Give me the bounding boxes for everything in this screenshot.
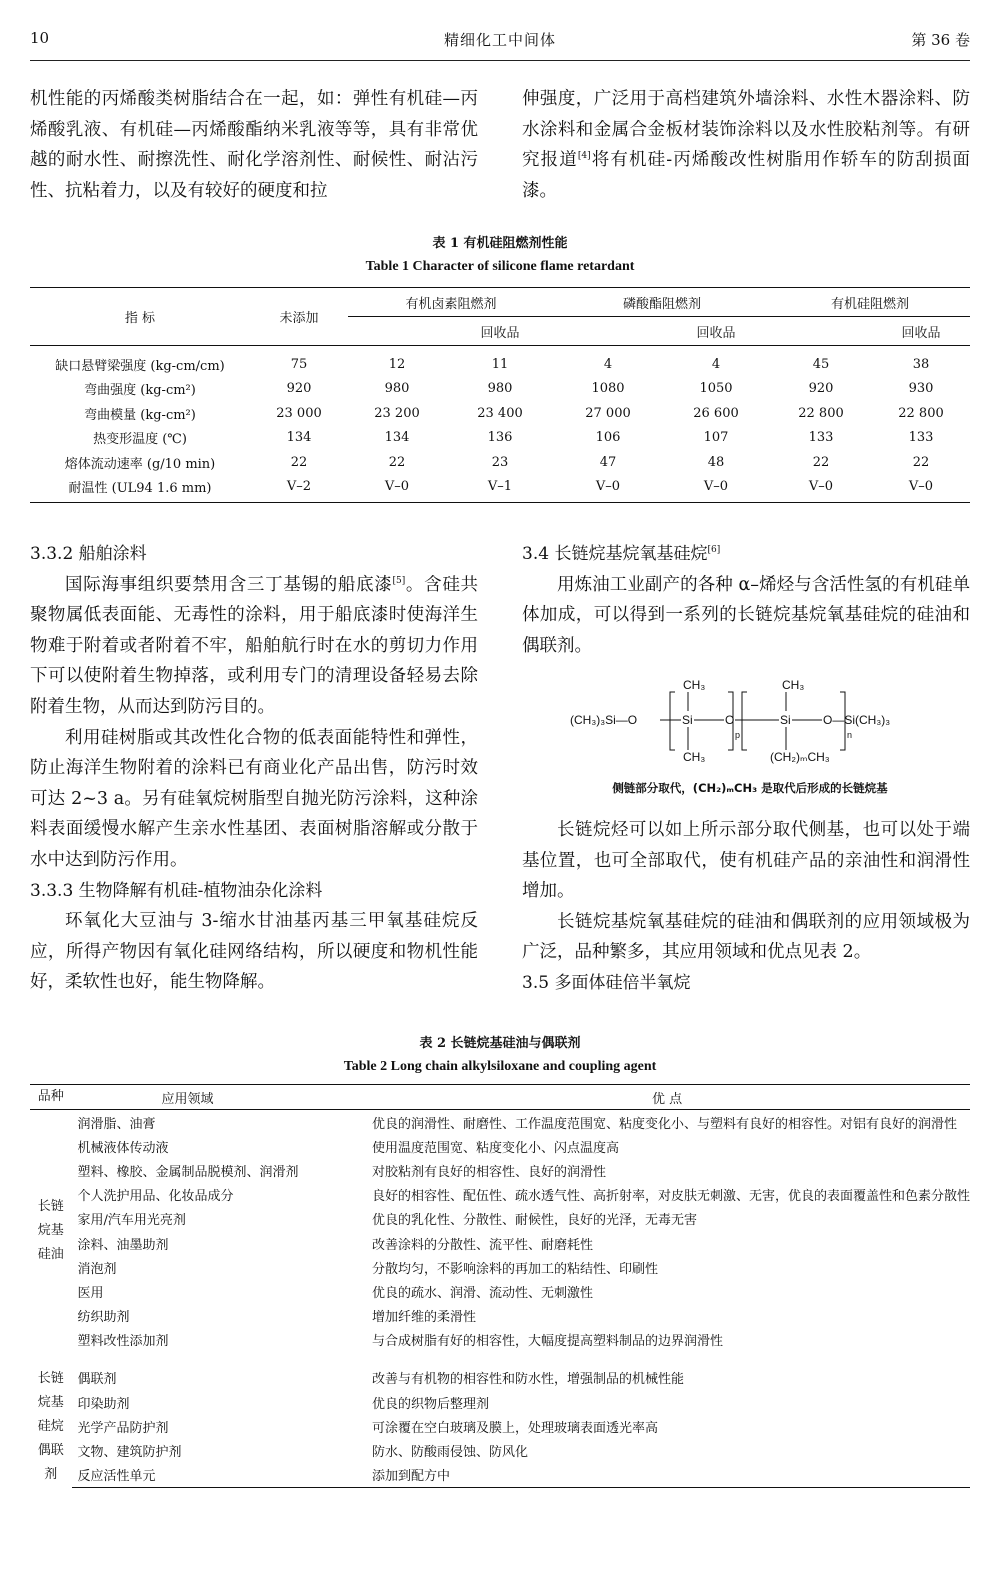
- table-cell: 23 200: [374, 405, 420, 421]
- volume-label: 第 36 卷: [911, 31, 970, 49]
- table2-use-cell: 印染助剂: [77, 1396, 130, 1412]
- table2-caption: [0, 1032, 1000, 1075]
- section-heading-3-3-2: 3.3.2 船舶涂料: [30, 544, 147, 564]
- table-cell: 4: [711, 356, 721, 372]
- table-cell: 26 600: [693, 405, 739, 421]
- formula-long-chain: (CH₂)ₘCH₃: [770, 750, 830, 764]
- table1-row-label: 热变形温度 (℃): [93, 432, 187, 448]
- table1-row-label: 缺口悬臂梁强度 (kg-cm/cm): [55, 358, 225, 374]
- table-cell: 12: [388, 356, 406, 372]
- table-cell: V–1: [446, 475, 554, 503]
- table1-subhead: 回收品: [872, 317, 970, 346]
- paragraph: 用炼油工业副产的各种 α–烯烃与含活性氢的有机硅单体加成，可以得到一系列的长链烷基烷氧基硅烷的硅油和偶联剂。: [522, 574, 970, 656]
- paragraph: 伸强度，广泛用于高档建筑外墙涂料、水性木器涂料、防水涂料和金属合金板材装饰涂料以及水性胶粘剂等。有研究报道[4]将有机硅-丙烯酸改性树脂用作轿车的防刮损面漆。: [522, 89, 970, 201]
- table2-use-cell: 医用: [77, 1285, 104, 1301]
- left-column-top: [30, 84, 478, 206]
- table2-caption-zh: 表 2 长链烷基硅油与偶联剂: [419, 1036, 581, 1051]
- table2-kind-cell: 长链烷基硅油: [37, 1198, 64, 1262]
- table-row: [30, 1231, 970, 1255]
- table2-head-adv: 优 点: [372, 1085, 970, 1110]
- right-column-body-a: [522, 539, 970, 661]
- table1-group: 有机卤素阻燃剂: [348, 288, 554, 317]
- table2-adv-cell: 优良的润滑性、耐磨性、工作温度范围宽、粘度变化小、与塑料有良好的相容性。对铝有良好的润滑性: [371, 1116, 957, 1132]
- table-cell: 107: [703, 430, 729, 446]
- table1-row-label: 耐温性 (UL94 1.6 mm): [30, 475, 250, 503]
- table2-adv-cell: 分散均匀，不影响涂料的再加工的粘结性、印刷性: [371, 1261, 658, 1277]
- table2-kind-cell: 长链烷基硅烷偶联剂: [37, 1370, 64, 1482]
- table-row: [30, 475, 970, 503]
- table-cell: 136: [487, 430, 513, 446]
- table1-row-label: 弯曲强度 (kg-cm²): [84, 383, 196, 399]
- table1-row-label: 熔体流动速率 (g/10 min): [64, 456, 216, 472]
- table-row-spacer: [30, 1352, 970, 1366]
- table-cell: 22: [388, 454, 406, 470]
- table-row: [30, 377, 970, 402]
- table2-adv-cell: 对胶粘剂有良好的相容性、良好的润滑性: [371, 1164, 606, 1180]
- table-cell: 27 000: [585, 405, 631, 421]
- table2-adv-cell: 增加纤维的柔滑性: [371, 1310, 476, 1326]
- section-heading-3-5: 3.5 多面体硅倍半氧烷: [522, 972, 691, 993]
- table2-adv-cell: 改善与有机物的相容性和防水性，增强制品的机械性能: [371, 1372, 684, 1388]
- table-row: [30, 1328, 970, 1352]
- paragraph: 机性能的丙烯酸类树脂结合在一起，如：弹性有机硅—丙烯酸乳液、有机硅—丙烯酸酯纳米乳液等等，具有非常优越的耐水性、耐擦洗性、耐化学溶剂性、耐候性、耐沾污性、抗粘着力，以及有较好的硬度和拉: [30, 89, 478, 201]
- citation: [4]: [577, 151, 591, 162]
- table-cell: 1080: [591, 381, 625, 397]
- table1-group: 有机硅阻燃剂: [770, 288, 970, 317]
- table-row: [30, 1110, 970, 1135]
- formula-left-end: (CH₃)₃Si—O: [570, 713, 638, 727]
- table-cell: 930: [908, 381, 934, 397]
- table2-adv-cell: 可涂覆在空白玻璃及膜上，处理玻璃表面透光率高: [371, 1420, 658, 1436]
- table-row: [30, 1366, 970, 1390]
- table2-use-cell: 塑料、橡胶、金属制品脱模剂、润滑剂: [77, 1164, 299, 1180]
- table-cell: 134: [384, 430, 410, 446]
- paragraph: 长链烷烃可以如上所示部分取代侧基，也可以处于端基位置，也可全部取代，使有机硅产品的亲油性和润滑性增加。: [522, 820, 970, 902]
- table-cell: V–2: [250, 475, 348, 503]
- table-cell: 45: [812, 356, 830, 372]
- citation: [6]: [707, 545, 721, 555]
- table2-adv-cell: 防水、防酸雨侵蚀、防风化: [371, 1445, 528, 1461]
- table1-head-index: 指 标: [30, 288, 250, 346]
- formula-methyl: CH₃: [782, 678, 805, 692]
- left-column-body: [30, 539, 478, 998]
- table-cell: 4: [603, 356, 613, 372]
- table-cell: 38: [912, 356, 930, 372]
- table1-head-none: 未添加: [250, 288, 348, 346]
- table1-caption: [0, 232, 1000, 275]
- formula-caption: 侧链部分取代，(CH₂)ₘCH₃ 是取代后形成的长链烷基: [612, 781, 888, 795]
- formula-si: Si: [682, 713, 693, 727]
- table-cell: V–0: [554, 475, 662, 503]
- table2-adv-cell: 改善涂料的分散性、流平性、耐磨耗性: [371, 1237, 593, 1253]
- paragraph: 长链烷基烷氧基硅烷的硅油和偶联剂的应用领域极为广泛，品种繁多，其应用领域和优点见表 2。: [522, 911, 970, 963]
- table-row: [30, 1414, 970, 1438]
- table-row: [30, 450, 970, 475]
- table-row: [30, 401, 970, 426]
- table-cell: V–0: [872, 475, 970, 503]
- table2-adv-cell: 与合成树脂有好的相容性，大幅度提高塑料制品的边界润滑性: [371, 1334, 723, 1350]
- formula-right-end: O—Si(CH₃)₃: [823, 713, 891, 727]
- table-cell: 134: [286, 430, 312, 446]
- table2-adv-cell: 使用温度范围宽、粘度变化小、闪点温度高: [371, 1140, 619, 1156]
- table-cell: 47: [599, 454, 617, 470]
- table1-caption-zh: 表 1 有机硅阻燃剂性能: [432, 236, 568, 251]
- table-cell: 22: [912, 454, 930, 470]
- table-cell: 980: [384, 381, 410, 397]
- table-cell: 920: [808, 381, 834, 397]
- table-cell: 22 800: [798, 405, 844, 421]
- table2-use-cell: 文物、建筑防护剂: [77, 1445, 182, 1461]
- table-row: [30, 1463, 970, 1488]
- formula-subscript-p: p: [735, 730, 741, 740]
- paragraph: 国际海事组织要禁用含三丁基锡的船底漆[5]。含硅共聚物属低表面能、无毒性的涂料，用于船底漆时使海洋生物难于附着或者附着不牢，船舶航行时在水的剪切力作用下可以使附着生物掉落，或利用专门的清理设备轻易去除附着生物，从而达到防污目的。: [30, 574, 479, 717]
- table2-use-cell: 偶联剂: [77, 1372, 117, 1388]
- table2-adv-cell: 优良的织物后整理剂: [371, 1396, 489, 1412]
- table-cell: V–0: [770, 475, 872, 503]
- table-cell: 980: [487, 381, 513, 397]
- table-row: [30, 1279, 970, 1303]
- table-row: [30, 346, 970, 377]
- table-row: [30, 1390, 970, 1414]
- table-cell: 133: [808, 430, 834, 446]
- running-header: [30, 26, 970, 61]
- table2-adv-cell: 优良的疏水、润滑、流动性、无刺激性: [371, 1285, 593, 1301]
- table-row: [30, 1207, 970, 1231]
- table-cell: 1050: [699, 381, 733, 397]
- table-cell: 23: [491, 454, 509, 470]
- table-cell: 133: [908, 430, 934, 446]
- table-row: [30, 1158, 970, 1182]
- table2-use-cell: 纺织助剂: [77, 1310, 130, 1326]
- table2-use-cell: 家用/汽车用光亮剂: [77, 1213, 186, 1229]
- table-row: [30, 1255, 970, 1279]
- table-cell: 22 800: [898, 405, 944, 421]
- right-column-body-b: [522, 815, 970, 999]
- citation: [5]: [392, 575, 406, 586]
- table1-group: 磷酸酯阻燃剂: [554, 288, 770, 317]
- table2-adv-cell: 良好的相容性、配伍性、疏水透气性、高折射率，对皮肤无刺激、无害，优良的表面覆盖性和色素分散性: [371, 1189, 970, 1205]
- table2-use-cell: 光学产品防护剂: [77, 1420, 169, 1436]
- table2-use-cell: 润滑脂、油膏: [77, 1116, 156, 1132]
- table2-use-cell: 消泡剂: [77, 1261, 117, 1277]
- paragraph: 利用硅树脂或其改性化合物的低表面能特性和弹性，防止海洋生物附着的涂料已有商业化产品出售，防污时效可达 2~3 a。另有硅氧烷树脂型自抛光防污涂料，这种涂料表面缓慢水解产生亲水性基团、表面树脂溶解或分散于水中达到防污作用。: [30, 727, 478, 870]
- formula-o: O: [725, 713, 735, 727]
- table-cell: 11: [491, 356, 509, 372]
- table-row: [30, 1183, 970, 1207]
- table1-row-label: 弯曲模量 (kg-cm²): [84, 407, 196, 423]
- table-cell: 22: [812, 454, 830, 470]
- table2-use-cell: 个人洗护用品、化妆品成分: [77, 1189, 234, 1205]
- table-row: [30, 1438, 970, 1462]
- formula-subscript-n: n: [847, 730, 853, 740]
- section-heading-3-3-3: 3.3.3 生物降解有机硅-植物油杂化涂料: [30, 880, 323, 901]
- table-cell: V–0: [662, 475, 770, 503]
- table2-use-cell: 涂料、油墨助剂: [77, 1237, 169, 1253]
- table-row: [30, 1304, 970, 1328]
- table-cell: 106: [595, 430, 621, 446]
- formula-si: Si: [780, 713, 791, 727]
- paragraph: 环氧化大豆油与 3-缩水甘油基丙基三甲氧基硅烷反应，所得产物因有氧化硅网络结构，所以硬度和物机性能好，柔软性也好，能生物降解。: [30, 911, 478, 993]
- table-cell: 48: [707, 454, 725, 470]
- table1-subhead: 回收品: [446, 317, 554, 346]
- table-cell: 920: [286, 381, 312, 397]
- section-heading-3-4: 3.4 长链烷基烷氧基硅烷[6]: [522, 544, 721, 564]
- table2-adv-cell: 优良的乳化性、分散性、耐候性，良好的光泽，无毒无害: [371, 1213, 697, 1229]
- table-row: [30, 1134, 970, 1158]
- right-column-top: [522, 84, 970, 206]
- table1: [30, 287, 970, 503]
- table-cell: 23 400: [477, 405, 523, 421]
- table-cell: 22: [290, 454, 308, 470]
- table-cell: 75: [290, 356, 308, 372]
- siloxane-structural-formula: [570, 678, 940, 768]
- table2-use-cell: 机械液体传动液: [77, 1140, 169, 1156]
- table2-adv-cell: 添加到配方中: [372, 1463, 970, 1488]
- table-cell: 23 000: [276, 405, 322, 421]
- table1-subhead: 回收品: [662, 317, 770, 346]
- table-cell: V–0: [348, 475, 446, 503]
- table2-use-cell: 反应活性单元: [72, 1463, 372, 1488]
- journal-title: 精细化工中间体: [443, 31, 556, 49]
- formula-methyl: CH₃: [683, 678, 706, 692]
- table2-head-kind: 品种: [30, 1085, 72, 1110]
- table-row: [30, 426, 970, 451]
- table2-caption-en: Table 2 Long chain alkylsiloxane and coupling agent: [343, 1059, 657, 1074]
- page-number: 10: [30, 29, 50, 47]
- table2: [30, 1084, 970, 1488]
- table1-caption-en: Table 1 Character of silicone flame retardant: [365, 259, 635, 274]
- table2-head-use: 应用领域: [72, 1085, 372, 1110]
- table2-use-cell: 塑料改性添加剂: [77, 1334, 169, 1350]
- formula-methyl: CH₃: [683, 750, 706, 764]
